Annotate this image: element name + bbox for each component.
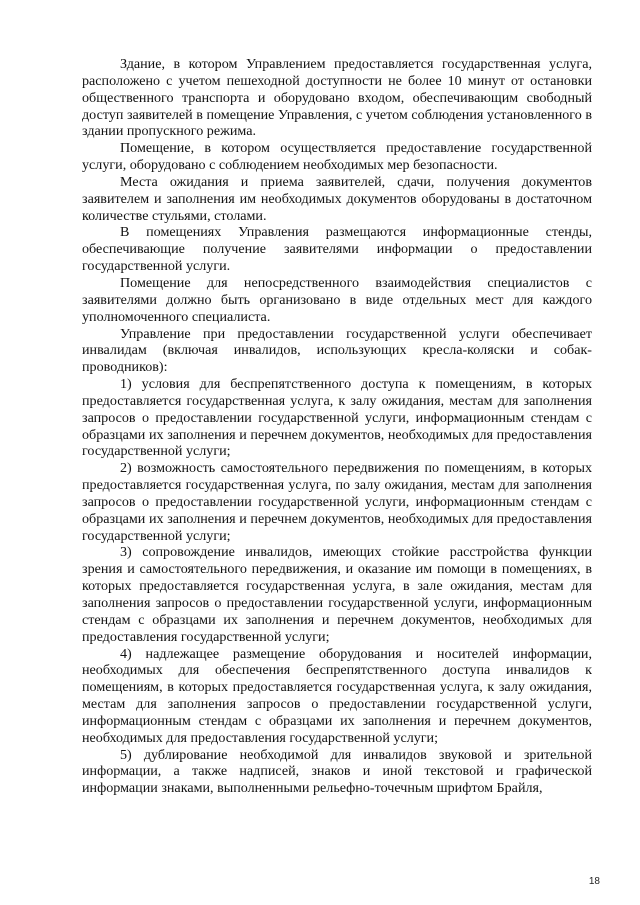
paragraph-waiting-areas: Места ожидания и приема заявителей, сдачи, получения документов заявителем и заполнения им необходимых документов оборудованы в достаточном количестве стульями, столами. [82,173,592,224]
document-body [82,56,592,797]
paragraph-information-stands: В помещениях Управления размещаются информационные стенды, обеспечивающие получение заявителями информации о предоставлении государственной услуги. [82,224,592,275]
list-item-5-braille-duplication: 5) дублирование необходимой для инвалидов звуковой и зрительной информации, а также надписей, знаков и иной текстовой и графической информации знаками, выполненными рельефно-точечным шрифтом Брайля, [82,746,592,797]
list-item-2-independent-movement: 2) возможность самостоятельного передвижения по помещениям, в которых предоставляется государственная услуга, по залу ожидания, местам для заполнения запросов о предоставлении государственной услуги, информационным стендам с образцами их заполнения и перечнем документов, необходимых для предоставления государственной услуги; [82,460,592,544]
paragraph-accessibility-intro: Управление при предоставлении государственной услуги обеспечивает инвалидам (включая инвалидов, использующих кресла-коляски и собак-проводников): [82,325,592,376]
paragraph-building-location: Здание, в котором Управлением предоставляется государственная услуга, расположено с учетом пешеходной доступности не более 10 минут от остановки общественного транспорта и оборудовано входом, обеспечивающим свободный доступ заявителей в помещение Управления, с учетом соблюдения установленного в здании пропускного режима. [82,56,592,140]
page-number: 18 [588,876,600,887]
list-item-3-escort-assistance: 3) сопровождение инвалидов, имеющих стойкие расстройства функции зрения и самостоятельного передвижения, и оказание им помощи в помещениях, в которых предоставляется государственная услуга, в зале ожидания, местам для заполнения запросов о предоставлении государственной услуги, информационным стендам с образцами их заполнения и перечнем документов, необходимых для предоставления государственной услуги; [82,544,592,645]
list-item-1-unobstructed-access: 1) условия для беспрепятственного доступа к помещениям, в которых предоставляется государственная услуга, к залу ожидания, местам для заполнения запросов о предоставлении государственной услуги, информационным стендам с образцами их заполнения и перечнем документов, необходимых для предоставления государственной услуги; [82,376,592,460]
paragraph-premises-safety: Помещение, в котором осуществляется предоставление государственной услуги, оборудовано с соблюдением необходимых мер безопасности. [82,140,592,174]
paragraph-specialist-workplaces: Помещение для непосредственного взаимодействия специалистов с заявителями должно быть организовано в виде отдельных мест для каждого уполномоченного специалиста. [82,274,592,325]
list-item-4-equipment-placement: 4) надлежащее размещение оборудования и носителей информации, необходимых для обеспечения беспрепятственного доступа инвалидов к помещениям, в которых предоставляется государственная услуга, к залу ожидания, местам для заполнения запросов о предоставлении государственной услуги, информационным стендам с образцами их заполнения и перечнем документов, необходимых для предоставления государственной услуги; [82,645,592,746]
